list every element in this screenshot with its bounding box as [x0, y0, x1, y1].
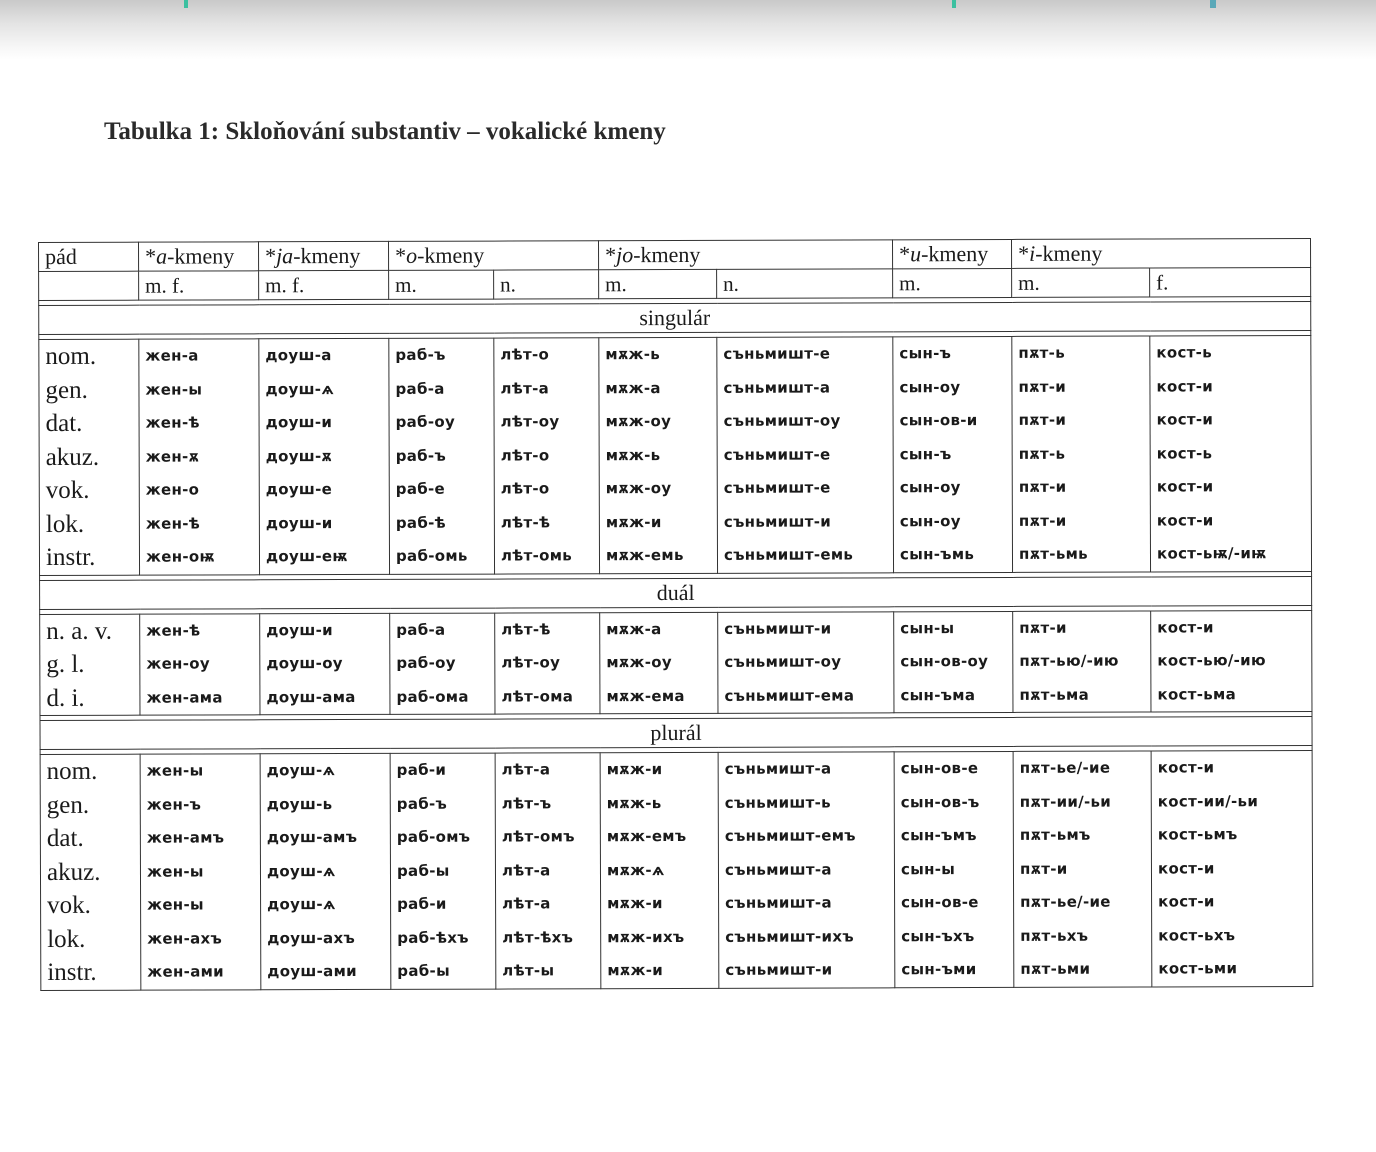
form-cell: кост-ьѭ/-иѭ — [1156, 544, 1267, 563]
form-cell: жен-ѣ — [145, 513, 201, 533]
form-cell: съньмишт-ь — [724, 793, 831, 812]
form-cell: доуш-оу — [266, 654, 343, 673]
form-cell: доуш-и — [265, 413, 333, 432]
form-cell: доуш-ѧ — [266, 861, 336, 880]
form-cell: сын-оу — [899, 511, 961, 530]
header-o-stem: *o-kmeny — [388, 241, 598, 271]
form-cell: мѫж-и — [607, 961, 664, 980]
form-cell: пѫт-ьмъ — [1019, 825, 1091, 844]
form-cell: съньмишт-ема — [724, 685, 855, 705]
form-cell: доуш-и — [265, 513, 333, 532]
form-cell: жен-ы — [146, 861, 204, 881]
form-cell: доуш-еѭ — [265, 547, 348, 566]
form-cell: доуш-а — [265, 346, 332, 365]
form-cell: раб-а — [396, 620, 446, 639]
case-label: lok. — [47, 925, 86, 953]
forms-plural-a — [140, 754, 261, 990]
form-cell: раб-ѣ — [395, 513, 447, 532]
forms-dual-jo-m — [600, 612, 718, 714]
form-cell: сын-ы — [900, 618, 955, 637]
form-cell: пѫт-и — [1019, 859, 1068, 878]
form-cell: пѫт-ии/-ьи — [1019, 792, 1112, 811]
form-cell: лѣт-о — [500, 345, 550, 364]
gender-i-m: m. — [1012, 268, 1150, 297]
form-cell: съньмишт-емь — [723, 545, 854, 564]
form-cell: кост-ьхъ — [1158, 925, 1236, 944]
form-cell: доуш-е — [265, 480, 333, 499]
forms-dual-o-n — [495, 612, 600, 714]
form-cell: раб-омь — [395, 546, 468, 565]
form-cell: доуш-амъ — [266, 827, 358, 847]
form-cell: мѫж-ѧ — [606, 860, 665, 879]
forms-singular-i-m — [1012, 336, 1151, 572]
form-cell: жен-оу — [146, 654, 210, 673]
form-cell: сын-ов-е — [900, 759, 979, 778]
form-cell: раб-омъ — [396, 827, 471, 846]
form-cell: кост-и — [1158, 892, 1215, 911]
case-labels-plural — [40, 754, 141, 990]
form-cell: пѫт-ьмь — [1018, 544, 1088, 563]
form-cell: жен-а — [145, 346, 199, 365]
form-cell: жен-ама — [146, 687, 223, 707]
case-label: gen. — [45, 376, 88, 404]
form-cell: раб-ѣхъ — [397, 928, 469, 947]
form-cell: кост-ьмъ — [1157, 825, 1238, 844]
forms-block — [39, 336, 1312, 575]
forms-dual-ja — [260, 613, 390, 715]
form-cell: съньмишт-а — [724, 860, 832, 879]
form-cell: лѣт-ома — [501, 686, 574, 706]
form-cell: мѫж-емъ — [606, 826, 687, 846]
form-cell: доуш-ами — [267, 962, 357, 981]
form-cell: сын-ов-ъ — [900, 792, 980, 811]
form-cell: съньмишт-емъ — [724, 826, 856, 845]
form-cell: мѫж-ема — [606, 686, 685, 705]
form-cell: лѣт-о — [500, 479, 550, 498]
form-cell: мѫж-а — [606, 619, 662, 638]
form-cell: сын-ъхъ — [901, 926, 975, 945]
form-cell: сын-ов-и — [899, 411, 978, 430]
gender-row — [39, 268, 1311, 301]
form-cell: сын-ъ — [899, 444, 952, 463]
form-cell: съньмишт-и — [724, 619, 832, 638]
forms-dual-i-f — [1151, 610, 1312, 712]
form-cell: лѣт-о — [500, 445, 550, 465]
forms-plural-i-f — [1151, 750, 1313, 986]
form-cell: раб-ъ — [396, 794, 448, 813]
form-cell: лѣт-оу — [500, 412, 560, 431]
case-label: n. a. v. — [46, 617, 112, 645]
form-cell: лѣт-ы — [502, 961, 555, 980]
gender-u-m: m. — [893, 268, 1012, 297]
gender-i-f: f. — [1150, 268, 1311, 298]
case-labels-singular — [39, 339, 140, 575]
form-cell: доуш-ама — [266, 687, 356, 706]
form-cell: сын-ъ — [899, 344, 952, 363]
form-cell: пѫт-и — [1018, 477, 1067, 496]
form-cell: пѫт-ью/-ию — [1019, 651, 1119, 670]
form-cell: доуш-и — [266, 620, 333, 639]
form-cell: мѫж-ихъ — [607, 927, 685, 946]
form-cell: мѫж-и — [605, 512, 662, 531]
section-label-dual: duál — [40, 576, 1312, 609]
header-u-stem: *u-kmeny — [893, 239, 1012, 268]
form-cell: съньмишт-а — [725, 893, 832, 912]
gender-ja: m. f. — [259, 270, 389, 299]
form-cell: доуш-ѫ — [265, 446, 333, 465]
form-cell: раб-ъ — [395, 446, 447, 465]
forms-singular-o-m — [389, 338, 495, 574]
form-cell: пѫт-ье/-ие — [1019, 758, 1111, 777]
case-label: dat. — [45, 409, 83, 437]
form-cell: раб-ома — [396, 687, 469, 706]
gender-jo-n: n. — [717, 269, 893, 299]
form-cell: мѫж-оу — [605, 412, 672, 431]
form-cell: лѣт-а — [500, 378, 550, 398]
form-cell: мѫж-ь — [605, 445, 661, 464]
gender-o-n: n. — [494, 270, 599, 299]
forms-singular-i-f — [1150, 336, 1312, 572]
form-cell: жен-ы — [145, 379, 203, 399]
form-cell: доуш-ахъ — [267, 928, 356, 947]
page-title: Tabulka 1: Skloňování substantiv – vokalické kmeny — [104, 118, 666, 145]
form-cell: раб-оу — [396, 653, 456, 672]
form-cell: пѫт-ьма — [1019, 685, 1090, 704]
form-cell: пѫт-и — [1019, 618, 1067, 637]
form-cell: лѣт-ъ — [501, 793, 552, 813]
form-cell: сын-ов-оу — [900, 652, 989, 671]
form-cell: пѫт-и — [1018, 410, 1067, 429]
gender-jo-m: m. — [599, 269, 717, 298]
form-cell: кост-и — [1157, 758, 1215, 777]
section-row-plural — [40, 716, 1312, 749]
form-cell: жен-ы — [146, 761, 204, 780]
form-cell: пѫт-ьхъ — [1020, 926, 1089, 945]
form-cell: раб-ы — [397, 961, 450, 980]
form-cell: кост-и — [1157, 617, 1214, 636]
form-cell: доуш-ѧ — [267, 895, 336, 914]
form-cell: кост-ью/-ию — [1157, 651, 1266, 670]
forms-plural-jo-n — [718, 752, 895, 988]
form-cell: съньмишт-а — [724, 759, 832, 778]
forms-block — [40, 750, 1313, 989]
form-cell: лѣт-омъ — [501, 827, 575, 846]
form-cell: пѫт-ье/-ие — [1020, 892, 1111, 911]
form-cell: жен-ѣ — [146, 620, 201, 640]
form-cell: кост-и — [1157, 858, 1215, 877]
form-cell: сын-оу — [899, 478, 961, 497]
form-cell: мѫж-оу — [605, 479, 672, 498]
header-a-stem: *a-kmeny — [139, 242, 259, 271]
form-cell: раб-ы — [396, 861, 450, 880]
form-cell: раб-и — [397, 894, 447, 913]
header-jo-stem: *jo-kmeny — [599, 240, 893, 270]
section-row-singular — [39, 302, 1311, 335]
gender-o-m: m. — [389, 270, 494, 299]
form-cell: мѫж-емь — [605, 545, 684, 565]
scan-mark — [952, 0, 956, 8]
form-cell: доуш-ь — [266, 794, 333, 813]
form-cell: сын-ы — [900, 859, 956, 878]
header-ja-stem: *ja-kmeny — [259, 241, 389, 270]
declension-table — [38, 238, 1313, 990]
form-cell: жен-амъ — [146, 828, 225, 847]
gender-a: m. f. — [139, 271, 259, 300]
form-cell: мѫж-ь — [605, 345, 661, 364]
forms-singular-u-m — [893, 336, 1013, 572]
form-cell: раб-е — [395, 479, 446, 498]
case-label: akuz. — [46, 858, 101, 886]
form-cell: жен-ѫ — [145, 446, 200, 466]
forms-dual-a — [140, 613, 260, 715]
forms-singular-jo-m — [599, 337, 718, 573]
scan-mark — [1210, 0, 1216, 8]
case-label: instr. — [45, 543, 96, 571]
form-cell: сын-ъмъ — [900, 826, 977, 845]
form-cell: кост-ь — [1156, 443, 1213, 462]
forms-plural-i-m — [1013, 751, 1152, 987]
form-cell: жен-ы — [147, 895, 204, 914]
forms-singular-ja — [259, 338, 390, 574]
declension-table-wrap — [38, 238, 1312, 990]
form-cell: съньмишт-е — [723, 445, 831, 464]
forms-dual-jo-n — [718, 611, 894, 713]
form-cell: кост-и — [1156, 510, 1214, 529]
form-cell: съньмишт-и — [725, 960, 833, 979]
form-cell: кост-ии/-ьи — [1157, 791, 1259, 810]
header-case: pád — [39, 242, 139, 271]
form-cell: доуш-ѧ — [265, 379, 335, 398]
section-row-dual — [40, 576, 1312, 609]
form-cell: раб-а — [395, 379, 445, 398]
form-cell: кост-ь — [1156, 343, 1213, 362]
case-labels-dual — [40, 614, 140, 716]
forms-plural-jo-m — [600, 752, 719, 988]
gender-empty — [39, 271, 139, 300]
form-cell: лѣт-ѣхъ — [502, 927, 574, 947]
form-cell: пѫт-ь — [1018, 343, 1065, 362]
form-cell: сын-ъма — [900, 685, 976, 704]
forms-singular-jo-n — [717, 337, 894, 573]
form-cell: съньмишт-оу — [723, 411, 841, 430]
form-cell: пѫт-ь — [1018, 444, 1066, 463]
form-cell: жен-о — [145, 480, 200, 499]
form-cell: кост-ьма — [1157, 684, 1237, 703]
form-cell: пѫт-ьми — [1020, 959, 1091, 978]
section-label-plural: plurál — [40, 716, 1312, 749]
case-label: vok. — [47, 891, 91, 919]
form-cell: сын-оу — [899, 377, 961, 396]
case-label: nom. — [46, 757, 98, 785]
form-cell: сын-ъмь — [899, 545, 975, 564]
form-cell: мѫж-и — [606, 760, 663, 779]
form-cell: сын-ов-е — [901, 893, 979, 912]
form-cell: мѫж-а — [605, 378, 661, 397]
form-cell: жен-оѭ — [145, 547, 215, 566]
form-cell: сын-ъми — [901, 960, 977, 979]
case-label: g. l. — [46, 650, 85, 678]
forms-dual-u-m — [894, 611, 1013, 713]
form-cell: кост-ьми — [1158, 959, 1238, 978]
case-label: instr. — [47, 958, 97, 986]
forms-plural-u-m — [894, 751, 1014, 987]
form-cell: мѫж-оу — [606, 653, 672, 672]
form-cell: раб-и — [396, 760, 447, 779]
form-cell: съньмишт-а — [723, 378, 831, 397]
scan-mark — [184, 0, 188, 8]
form-cell: съньмишт-оу — [724, 652, 842, 671]
form-cell: раб-ъ — [395, 345, 446, 364]
form-cell: жен-ами — [147, 962, 225, 981]
forms-plural-ja — [260, 753, 391, 989]
header-row — [39, 239, 1311, 272]
section-label-singular: singulár — [39, 302, 1311, 335]
form-cell: лѣт-а — [501, 860, 551, 880]
forms-dual-o-m — [390, 613, 495, 715]
form-cell: лѣт-а — [502, 894, 551, 913]
form-cell: раб-оу — [395, 412, 456, 431]
case-label: akuz. — [45, 443, 100, 471]
case-label: gen. — [46, 791, 90, 819]
case-label: dat. — [46, 824, 84, 852]
form-cell: съньмишт-ихъ — [725, 926, 854, 946]
form-cell: жен-ахъ — [147, 928, 223, 948]
form-cell: пѫт-и — [1018, 511, 1067, 530]
form-cell: кост-и — [1156, 410, 1214, 429]
header-i-stem: *i-kmeny — [1012, 239, 1311, 269]
form-cell: съньмишт-е — [723, 344, 831, 363]
form-cell: лѣт-ѣ — [501, 619, 551, 639]
form-cell: лѣт-а — [501, 760, 551, 779]
forms-plural-o-n — [495, 753, 601, 989]
form-cell: кост-и — [1156, 376, 1214, 395]
forms-singular-o-n — [494, 338, 600, 574]
form-cell: лѣт-оу — [501, 653, 561, 672]
form-cell: мѫж-ь — [606, 793, 662, 812]
form-cell: кост-и — [1156, 477, 1214, 496]
form-cell: мѫж-и — [607, 894, 663, 913]
case-label: vok. — [45, 476, 90, 504]
form-cell: доуш-ѧ — [266, 761, 336, 780]
form-cell: пѫт-и — [1018, 377, 1067, 396]
forms-block — [40, 610, 1312, 715]
form-cell: съньмишт-и — [723, 512, 832, 531]
forms-plural-o-m — [390, 753, 496, 989]
form-cell: лѣт-омь — [500, 546, 573, 565]
form-cell: жен-ѣ — [145, 413, 200, 432]
case-label: lok. — [45, 510, 85, 538]
case-label: d. i. — [46, 684, 85, 712]
form-cell: лѣт-ѣ — [500, 512, 551, 532]
form-cell: жен-ъ — [146, 794, 202, 814]
forms-dual-i-m — [1013, 611, 1151, 713]
scan-top-shadow — [0, 0, 1376, 60]
form-cell: съньмишт-е — [723, 478, 831, 497]
forms-singular-a — [139, 339, 260, 575]
case-label: nom. — [45, 342, 97, 370]
